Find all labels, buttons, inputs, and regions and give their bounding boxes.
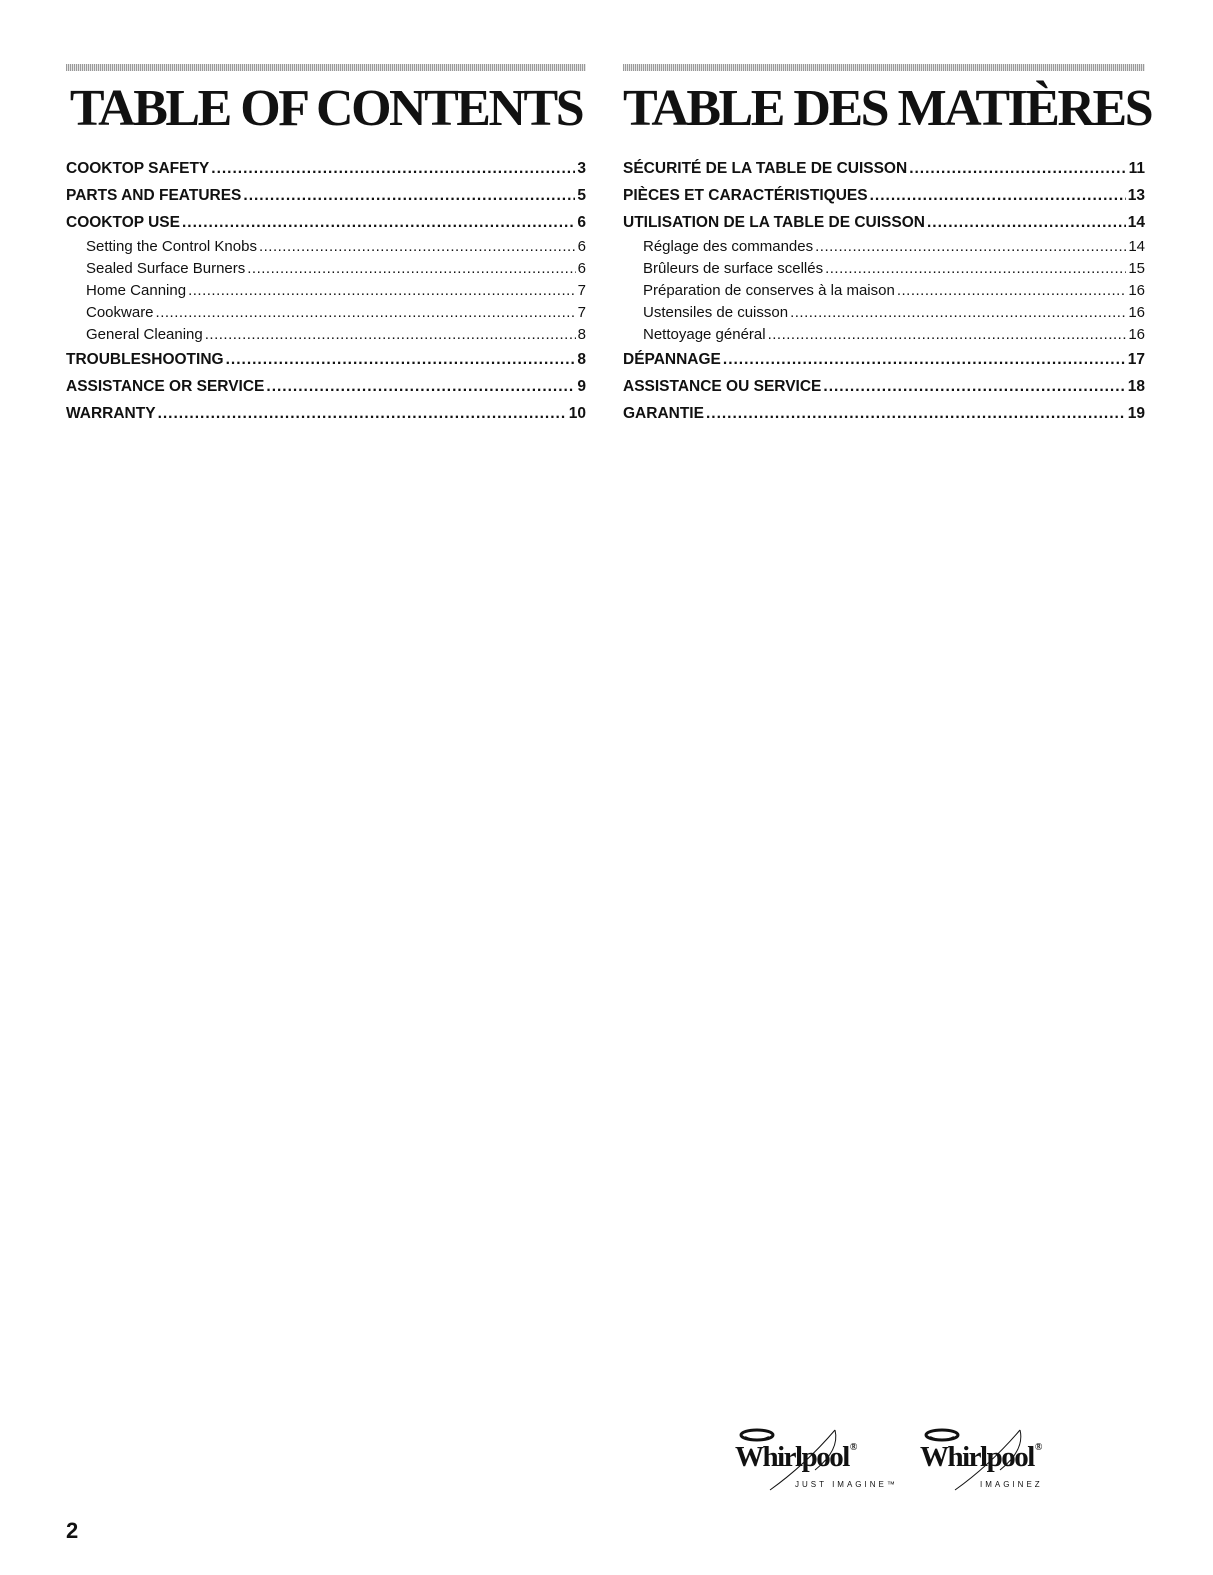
dot-leader <box>205 324 576 346</box>
toc-english-list <box>66 155 586 427</box>
whirlpool-wordmark: Whirlpool® <box>920 1441 1043 1473</box>
dot-leader <box>259 236 576 258</box>
dot-leader <box>226 346 576 373</box>
toc-entry <box>623 400 1145 427</box>
toc-entry-page: 11 <box>1128 160 1145 177</box>
toc-entry-page: 10 <box>568 405 586 422</box>
whirlpool-logo-french <box>920 1425 1060 1500</box>
whirlpool-wordmark: Whirlpool® <box>735 1441 858 1473</box>
toc-subentry <box>623 324 1145 346</box>
dot-leader <box>927 209 1126 236</box>
toc-subentry <box>623 258 1145 280</box>
toc-entry <box>623 155 1145 182</box>
toc-subentry <box>623 302 1145 324</box>
logo-tagline: IMAGINEZ <box>980 1480 1043 1489</box>
toc-entry-page: 14 <box>1128 238 1145 255</box>
dot-leader <box>706 400 1126 427</box>
toc-entry <box>66 346 586 373</box>
toc-entry <box>66 209 586 236</box>
toc-entry-label: SÉCURITÉ DE LA TABLE DE CUISSON <box>623 160 908 177</box>
toc-entry <box>623 373 1145 400</box>
toc-entry-page: 3 <box>577 160 586 177</box>
toc-entry-label: COOKTOP USE <box>66 214 180 231</box>
toc-entry-page: 8 <box>577 351 586 368</box>
dot-leader <box>182 209 575 236</box>
toc-entry-label: General Cleaning <box>86 326 203 343</box>
toc-entry-label: Brûleurs de surface scellés <box>643 260 824 277</box>
dot-leader <box>768 324 1127 346</box>
toc-entry-page: 13 <box>1127 187 1145 204</box>
toc-subentry <box>623 280 1145 302</box>
dot-leader <box>823 373 1125 400</box>
toc-entry-page: 5 <box>577 187 586 204</box>
toc-french-title: TABLE DES MATIÈRES <box>623 80 1152 137</box>
dot-leader <box>790 302 1126 324</box>
toc-entry-page: 16 <box>1128 282 1145 299</box>
toc-entry-label: UTILISATION DE LA TABLE DE CUISSON <box>623 214 925 231</box>
dot-leader <box>825 258 1126 280</box>
toc-entry-label: Cookware <box>86 304 154 321</box>
toc-entry <box>623 209 1145 236</box>
dot-leader <box>909 155 1126 182</box>
toc-entry <box>66 373 586 400</box>
toc-entry-page: 17 <box>1127 351 1145 368</box>
dot-leader <box>158 400 567 427</box>
toc-entry-label: Nettoyage général <box>643 326 766 343</box>
dot-leader <box>870 182 1126 209</box>
dot-leader <box>211 155 575 182</box>
page-number: 2 <box>66 1518 79 1543</box>
brand-logos <box>735 1425 1075 1505</box>
toc-entry-page: 7 <box>577 282 586 299</box>
dot-leader <box>815 236 1126 258</box>
toc-entry <box>66 155 586 182</box>
toc-subentry <box>66 258 586 280</box>
toc-entry-label: PIÈCES ET CARACTÉRISTIQUES <box>623 187 868 204</box>
header-rule <box>623 64 1145 71</box>
toc-entry-label: ASSISTANCE OU SERVICE <box>623 378 822 395</box>
toc-entry-label: WARRANTY <box>66 405 156 422</box>
dot-leader <box>156 302 576 324</box>
toc-entry-page: 19 <box>1127 405 1145 422</box>
toc-entry-label: PARTS AND FEATURES <box>66 187 242 204</box>
toc-subentry <box>66 236 586 258</box>
toc-entry-page: 6 <box>577 260 586 277</box>
toc-english-column <box>66 64 586 427</box>
dot-leader <box>723 346 1126 373</box>
dot-leader <box>897 280 1127 302</box>
toc-entry-label: ASSISTANCE OR SERVICE <box>66 378 265 395</box>
toc-subentry <box>623 236 1145 258</box>
toc-entry-label: TROUBLESHOOTING <box>66 351 224 368</box>
toc-subentry <box>66 302 586 324</box>
toc-entry-label: Ustensiles de cuisson <box>643 304 789 321</box>
logo-tagline: JUST IMAGINE™ <box>795 1480 898 1489</box>
toc-entry-label: GARANTIE <box>623 405 704 422</box>
toc-entry-label: Préparation de conserves à la maison <box>643 282 895 299</box>
toc-entry <box>66 182 586 209</box>
toc-entry-page: 16 <box>1128 326 1145 343</box>
toc-entry <box>623 346 1145 373</box>
whirlpool-logo-english <box>735 1425 898 1500</box>
toc-entry-label: Setting the Control Knobs <box>86 238 257 255</box>
toc-entry-label: Home Canning <box>86 282 187 299</box>
toc-entry-page: 18 <box>1127 378 1145 395</box>
dot-leader <box>266 373 575 400</box>
toc-entry-label: DÉPANNAGE <box>623 351 721 368</box>
toc-entry-page: 8 <box>577 326 586 343</box>
toc-entry-label: Sealed Surface Burners <box>86 260 246 277</box>
header-rule <box>66 64 586 71</box>
toc-entry-label: Réglage des commandes <box>643 238 814 255</box>
toc-entry-page: 14 <box>1127 214 1145 231</box>
dot-leader <box>243 182 575 209</box>
toc-entry-page: 7 <box>577 304 586 321</box>
toc-entry-page: 16 <box>1128 304 1145 321</box>
toc-entry-page: 9 <box>577 378 586 395</box>
toc-entry-page: 6 <box>577 238 586 255</box>
toc-entry <box>66 400 586 427</box>
toc-entry <box>623 182 1145 209</box>
toc-french-column <box>623 64 1152 427</box>
dot-leader <box>247 258 575 280</box>
toc-french-list <box>623 155 1145 427</box>
dot-leader <box>188 280 576 302</box>
toc-subentry <box>66 280 586 302</box>
toc-entry-page: 6 <box>577 214 586 231</box>
toc-entry-page: 15 <box>1128 260 1145 277</box>
toc-entry-label: COOKTOP SAFETY <box>66 160 210 177</box>
toc-subentry <box>66 324 586 346</box>
toc-english-title: TABLE OF CONTENTS <box>69 80 583 137</box>
